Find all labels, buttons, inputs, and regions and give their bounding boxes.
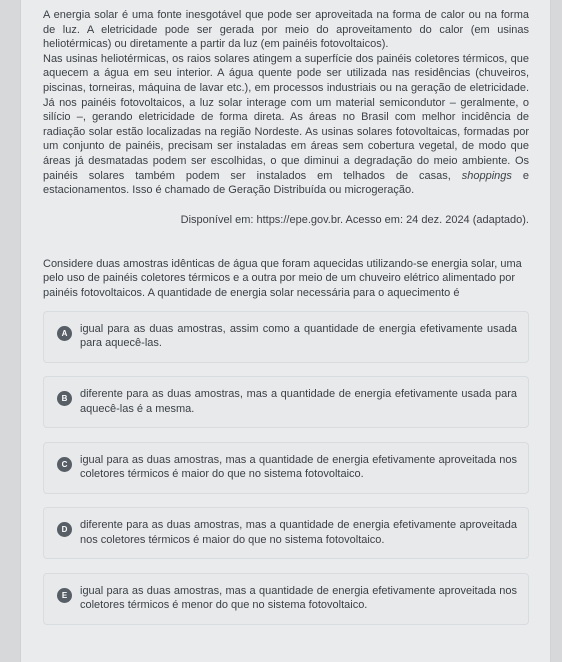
option-a-letter-badge: A xyxy=(57,326,72,341)
passage-paragraph-2-end: e estacionamentos. Isso é chamado de Geração Distribuída ou microgeração. xyxy=(43,169,529,197)
option-a[interactable] xyxy=(43,311,529,363)
option-c-letter-badge: C xyxy=(57,457,72,472)
option-d-text: diferente para as duas amostras, mas a quantidade de energia efetivamente aproveitada nos coletores térmicos é maior do que no sistema fotovoltaico. xyxy=(80,519,517,546)
option-d[interactable] xyxy=(43,507,529,559)
passage-paragraph-1: A energia solar é uma fonte inesgotável que pode ser aproveitada na forma de calor ou na forma de luz. A eletricidade pode ser gerada por meio do aproveitamento do calor (em usinas heliotérmicas) ou diretamente a partir da luz (em painéis fotovoltaicos). xyxy=(43,9,529,51)
option-c-text: igual para as duas amostras, mas a quantidade de energia efetivamente aproveitada nos coletores térmicos é maior do que no sistema fotovoltaico. xyxy=(80,453,517,481)
passage-source: Disponível em: https://epe.gov.br. Acesso em: 24 dez. 2024 (adaptado). xyxy=(180,213,529,226)
passage xyxy=(43,8,529,198)
option-e-letter-badge: E xyxy=(57,588,72,603)
option-b-text: diferente para as duas amostras, mas a quantidade de energia efetivamente usada para aquecê-las é a mesma. xyxy=(80,388,517,415)
option-c[interactable] xyxy=(43,442,529,494)
option-e[interactable] xyxy=(43,573,529,625)
answer-options xyxy=(43,311,529,625)
option-a-text: igual para as duas amostras, assim como a quantidade de energia efetivamente usada para aquecê-las. xyxy=(80,322,517,350)
option-d-letter-badge: D xyxy=(57,522,72,537)
passage-italic-term: shoppings xyxy=(461,169,512,182)
question-sheet xyxy=(20,0,551,662)
passage-paragraph-2-text: Nas usinas heliotérmicas, os raios solares atingem a superfície dos painéis coletores térmicos, que aquecem a água em seu interior. A água quente pode ser utilizada nas residências (chuveiros, piscinas, torneiras, máquina de lavar etc.), em processos industriais ou na geração de eletricidade. Já nos painéis fotovoltaicos, a luz solar interage com um material semicondutor – geralmente, o silício –, gerando eletricidade de forma direta. As áreas no Brasil com melhor incidência de radiação solar estão localizadas na região Nordeste. As usinas solares fotovoltaicas, formadas por um conjunto de painéis, precisam ser instaladas em áreas sem cobertura vegetal, de modo que áreas já desmatadas podem ser escolhidas, o que diminui a degradação do meio ambiente. Os painéis solares também podem ser instalados em telhados de casas, xyxy=(43,52,529,182)
option-b[interactable] xyxy=(43,376,529,428)
question-stem: Considere duas amostras idênticas de água que foram aquecidas utilizando-se energia solar, uma pelo uso de painéis coletores térmicos e a outra por meio de um chuveiro elétrico alimentado por painéis fotovoltaicos. A quantidade de energia solar necessária para o aquecimento é xyxy=(43,257,522,299)
option-b-letter-badge: B xyxy=(57,391,72,406)
question-content xyxy=(43,8,529,638)
passage-paragraph-2 xyxy=(43,52,529,198)
option-e-text: igual para as duas amostras, mas a quantidade de energia efetivamente aproveitada nos coletores térmicos é menor do que no sistema fotovoltaico. xyxy=(80,584,517,612)
